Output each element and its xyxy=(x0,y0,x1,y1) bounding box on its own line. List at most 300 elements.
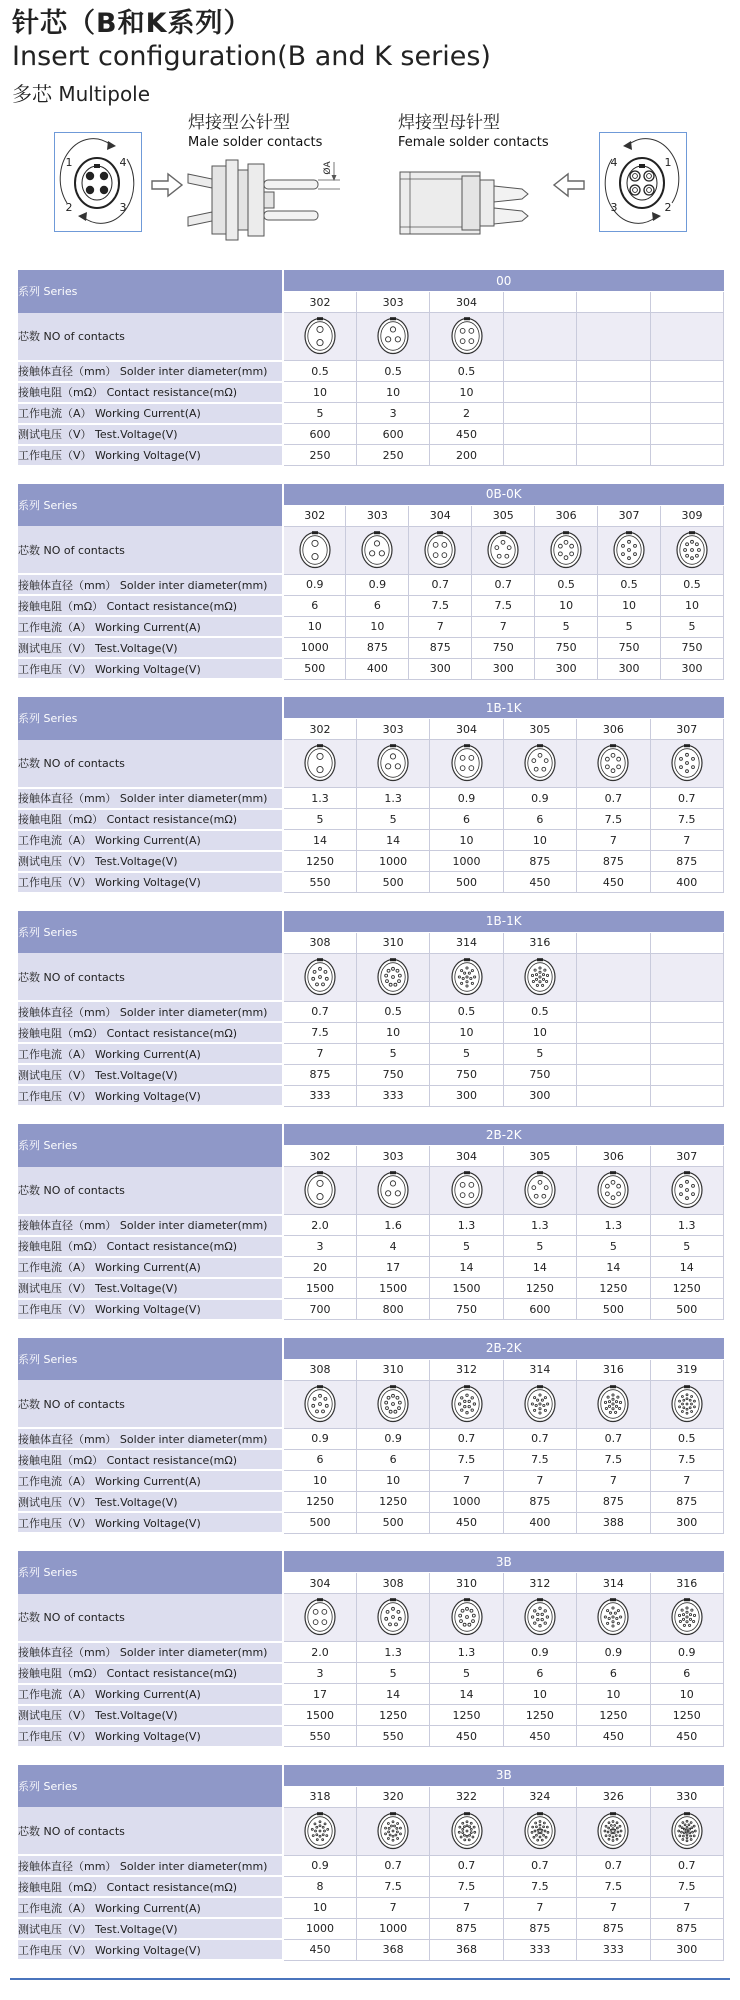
spec-value: 5 xyxy=(661,616,724,637)
spec-value: 10 xyxy=(430,1022,503,1043)
spec-value: 7.5 xyxy=(577,809,650,830)
spec-value: 700 xyxy=(283,1299,356,1320)
table-row xyxy=(18,830,724,851)
spec-table-4 xyxy=(18,911,724,1108)
row-label: 芯数 NO of contacts xyxy=(18,1380,283,1428)
spec-value: 750 xyxy=(535,637,598,658)
spec-value: 200 xyxy=(430,445,503,466)
model-number: 309 xyxy=(661,505,724,526)
spec-value: 14 xyxy=(650,1257,723,1278)
spec-value: 6 xyxy=(346,595,409,616)
row-label: 工作电流（A） Working Current(A) xyxy=(18,830,283,851)
spec-value: 300 xyxy=(472,658,535,679)
table-row xyxy=(18,1512,724,1533)
pin-number: 3 xyxy=(119,201,127,214)
model-number: 307 xyxy=(598,505,661,526)
table-row xyxy=(18,851,724,872)
spec-value: 2.0 xyxy=(283,1215,356,1236)
contacts-cell xyxy=(430,313,503,361)
table-row xyxy=(18,1765,724,1787)
row-label: 芯数 NO of contacts xyxy=(18,526,283,574)
row-label: 芯数 NO of contacts xyxy=(18,953,283,1001)
spec-value: 0.7 xyxy=(577,1428,650,1449)
spec-value: 875 xyxy=(503,851,576,872)
spec-value: 875 xyxy=(283,1064,356,1085)
row-label: 测试电压（V） Test.Voltage(V) xyxy=(18,1705,283,1726)
spec-value: 875 xyxy=(577,1918,650,1939)
spec-value: 550 xyxy=(283,872,356,893)
contacts-face-icon xyxy=(546,527,586,571)
spec-value: 10 xyxy=(650,1684,723,1705)
table-row xyxy=(18,1236,724,1257)
spec-value xyxy=(650,445,723,466)
row-label: 工作电流（A） Working Current(A) xyxy=(18,616,283,637)
spec-value: 6 xyxy=(356,1449,429,1470)
spec-value xyxy=(650,1064,723,1085)
spec-value: 6 xyxy=(650,1663,723,1684)
spec-value: 5 xyxy=(430,1236,503,1257)
contacts-cell xyxy=(409,526,472,574)
spec-value: 17 xyxy=(356,1257,429,1278)
series-name: 0B-0K xyxy=(283,484,724,506)
spec-value: 0.9 xyxy=(283,1855,356,1876)
row-label: 接触电阻（mΩ） Contact resistance(mΩ) xyxy=(18,1663,283,1684)
contacts-face-icon xyxy=(300,1808,340,1852)
spec-value: 1000 xyxy=(430,851,503,872)
contacts-face-icon xyxy=(447,740,487,784)
contacts-face-icon xyxy=(667,1808,707,1852)
spec-value: 7 xyxy=(503,1897,576,1918)
spec-value xyxy=(577,1001,650,1022)
contacts-cell xyxy=(356,313,429,361)
contacts-face-icon xyxy=(593,1381,633,1425)
female-face-icon xyxy=(600,133,684,229)
row-label: 工作电流（A） Working Current(A) xyxy=(18,1684,283,1705)
series-name: 3B xyxy=(283,1765,724,1787)
pin-number: 4 xyxy=(610,156,618,169)
table-row xyxy=(18,872,724,893)
contacts-face-icon xyxy=(593,1167,633,1211)
spec-value: 5 xyxy=(430,1043,503,1064)
contacts-face-icon xyxy=(300,313,340,357)
contacts-face-icon xyxy=(300,954,340,998)
spec-value: 875 xyxy=(503,1918,576,1939)
spec-value: 875 xyxy=(346,637,409,658)
model-number: 324 xyxy=(503,1786,576,1807)
table-row xyxy=(18,1726,724,1747)
contacts-cell xyxy=(356,953,429,1001)
row-label: 工作电流（A） Working Current(A) xyxy=(18,1257,283,1278)
spec-value xyxy=(503,382,576,403)
pin-number: 4 xyxy=(119,156,127,169)
spec-value xyxy=(503,361,576,382)
spec-value: 750 xyxy=(472,637,535,658)
model-number: 303 xyxy=(346,505,409,526)
contacts-cell xyxy=(503,1167,576,1215)
model-number: 304 xyxy=(409,505,472,526)
spec-value: 0.7 xyxy=(577,1855,650,1876)
model-number: 302 xyxy=(283,1146,356,1167)
model-number xyxy=(503,292,576,313)
spec-value: 1250 xyxy=(577,1278,650,1299)
contacts-cell xyxy=(577,313,650,361)
spec-value: 0.7 xyxy=(503,1428,576,1449)
spec-value xyxy=(650,1085,723,1106)
spec-value: 5 xyxy=(598,616,661,637)
contacts-face-icon xyxy=(447,1594,487,1638)
model-number xyxy=(650,932,723,953)
contacts-face-icon xyxy=(420,527,460,571)
spec-value: 1.3 xyxy=(430,1215,503,1236)
male-connector-drawing xyxy=(186,154,346,246)
contacts-cell xyxy=(503,1380,576,1428)
spec-value: 7 xyxy=(472,616,535,637)
row-label: 工作电流（A） Working Current(A) xyxy=(18,403,283,424)
connector-diagrams xyxy=(0,110,740,260)
spec-value: 0.5 xyxy=(598,574,661,595)
table-row xyxy=(18,1491,724,1512)
spec-value: 300 xyxy=(598,658,661,679)
spec-value: 14 xyxy=(283,830,356,851)
spec-value: 7 xyxy=(650,1470,723,1491)
contacts-face-icon xyxy=(520,740,560,784)
contacts-cell xyxy=(650,740,723,788)
spec-value: 1250 xyxy=(283,1491,356,1512)
spec-value: 0.7 xyxy=(409,574,472,595)
spec-value: 875 xyxy=(650,1491,723,1512)
spec-value: 10 xyxy=(283,616,346,637)
spec-value: 7.5 xyxy=(409,595,472,616)
spec-value: 333 xyxy=(283,1085,356,1106)
spec-value: 1.3 xyxy=(650,1215,723,1236)
spec-value: 10 xyxy=(598,595,661,616)
spec-value xyxy=(577,424,650,445)
spec-value: 1500 xyxy=(430,1278,503,1299)
contacts-cell xyxy=(283,526,346,574)
spec-value xyxy=(577,1043,650,1064)
spec-value xyxy=(577,382,650,403)
spec-value: 300 xyxy=(661,658,724,679)
model-number: 312 xyxy=(430,1359,503,1380)
spec-value: 500 xyxy=(283,1512,356,1533)
series-name: 1B-1K xyxy=(283,697,724,719)
spec-value: 5 xyxy=(503,1236,576,1257)
contacts-cell xyxy=(472,526,535,574)
spec-value: 1000 xyxy=(283,637,346,658)
row-label: 芯数 NO of contacts xyxy=(18,313,283,361)
spec-value: 7.5 xyxy=(356,1876,429,1897)
table-row xyxy=(18,1022,724,1043)
spec-value: 400 xyxy=(650,872,723,893)
spec-value: 300 xyxy=(409,658,472,679)
contacts-cell xyxy=(535,526,598,574)
contacts-cell xyxy=(283,1167,356,1215)
contacts-face-icon xyxy=(447,1808,487,1852)
table-row xyxy=(18,1470,724,1491)
spec-value: 7 xyxy=(283,1043,356,1064)
model-number: 322 xyxy=(430,1786,503,1807)
spec-value: 750 xyxy=(430,1299,503,1320)
spec-value: 1.6 xyxy=(356,1215,429,1236)
contacts-face-icon xyxy=(447,1381,487,1425)
spec-value: 0.7 xyxy=(577,788,650,809)
spec-value: 5 xyxy=(535,616,598,637)
spec-value: 1.3 xyxy=(503,1215,576,1236)
table-row xyxy=(18,1855,724,1876)
table-row xyxy=(18,1257,724,1278)
spec-value: 875 xyxy=(430,1918,503,1939)
spec-value: 14 xyxy=(356,830,429,851)
spec-value: 1250 xyxy=(503,1705,576,1726)
row-label: 测试电压（V） Test.Voltage(V) xyxy=(18,424,283,445)
contacts-face-icon xyxy=(520,1594,560,1638)
contacts-cell xyxy=(577,1594,650,1642)
contacts-face-icon xyxy=(672,527,712,571)
table-row xyxy=(18,1807,724,1855)
series-label: 系列 Series xyxy=(18,1124,283,1167)
table-row xyxy=(18,526,724,574)
spec-value: 0.9 xyxy=(503,788,576,809)
model-number: 302 xyxy=(283,292,356,313)
row-label: 接触电阻（mΩ） Contact resistance(mΩ) xyxy=(18,1236,283,1257)
spec-value: 20 xyxy=(283,1257,356,1278)
contacts-face-icon xyxy=(447,1167,487,1211)
contacts-face-icon xyxy=(520,1808,560,1852)
spec-value: 7 xyxy=(577,1470,650,1491)
spec-value: 333 xyxy=(503,1939,576,1960)
model-number: 316 xyxy=(577,1359,650,1380)
contacts-face-icon xyxy=(373,313,413,357)
model-number xyxy=(577,932,650,953)
spec-value: 0.5 xyxy=(430,1001,503,1022)
row-label: 工作电压（V） Working Voltage(V) xyxy=(18,1085,283,1106)
spec-value: 5 xyxy=(577,1236,650,1257)
female-label-zh: 焊接型母针型 xyxy=(398,113,500,133)
spec-value: 0.7 xyxy=(503,1855,576,1876)
spec-value: 0.9 xyxy=(430,788,503,809)
row-label: 芯数 NO of contacts xyxy=(18,1167,283,1215)
spec-value: 0.5 xyxy=(430,361,503,382)
table-row xyxy=(18,1001,724,1022)
model-number: 314 xyxy=(503,1359,576,1380)
row-label: 测试电压（V） Test.Voltage(V) xyxy=(18,637,283,658)
spec-value: 300 xyxy=(650,1939,723,1960)
pin-number: 3 xyxy=(610,201,618,214)
contacts-cell xyxy=(650,1807,723,1855)
contacts-cell xyxy=(283,1380,356,1428)
spec-value: 1500 xyxy=(283,1705,356,1726)
spec-value xyxy=(650,403,723,424)
table-row xyxy=(18,616,724,637)
model-number: 330 xyxy=(650,1786,723,1807)
table-row xyxy=(18,1897,724,1918)
spec-value: 450 xyxy=(503,1726,576,1747)
spec-value: 0.9 xyxy=(650,1642,723,1663)
model-number: 307 xyxy=(650,719,723,740)
spec-value: 400 xyxy=(346,658,409,679)
series-name: 2B-2K xyxy=(283,1124,724,1146)
spec-value: 6 xyxy=(503,809,576,830)
spec-value: 0.5 xyxy=(661,574,724,595)
row-label: 测试电压（V） Test.Voltage(V) xyxy=(18,1278,283,1299)
spec-value: 550 xyxy=(283,1726,356,1747)
series-label: 系列 Series xyxy=(18,911,283,954)
contacts-face-icon xyxy=(295,527,335,571)
spec-value: 1.3 xyxy=(577,1215,650,1236)
model-number: 305 xyxy=(503,1146,576,1167)
spec-value: 1250 xyxy=(430,1705,503,1726)
spec-value: 875 xyxy=(650,851,723,872)
contacts-face-icon xyxy=(357,527,397,571)
spec-table-3 xyxy=(18,697,724,894)
spec-value xyxy=(577,445,650,466)
spec-value: 14 xyxy=(503,1257,576,1278)
contacts-cell xyxy=(503,953,576,1001)
spec-value: 0.9 xyxy=(283,1428,356,1449)
model-number: 310 xyxy=(430,1573,503,1594)
spec-value: 5 xyxy=(650,1236,723,1257)
spec-value: 7.5 xyxy=(650,809,723,830)
female-face-box xyxy=(599,132,687,232)
model-number: 310 xyxy=(356,932,429,953)
pin-number: 2 xyxy=(65,201,73,214)
model-number: 308 xyxy=(283,1359,356,1380)
contacts-cell xyxy=(356,1807,429,1855)
table-row xyxy=(18,1939,724,1960)
model-number: 304 xyxy=(430,292,503,313)
spec-value: 875 xyxy=(577,1491,650,1512)
spec-value: 7 xyxy=(356,1897,429,1918)
spec-value: 1000 xyxy=(430,1491,503,1512)
table-row xyxy=(18,574,724,595)
model-number: 303 xyxy=(356,1146,429,1167)
spec-value: 0.9 xyxy=(577,1642,650,1663)
row-label: 测试电压（V） Test.Voltage(V) xyxy=(18,851,283,872)
spec-value: 0.7 xyxy=(430,1428,503,1449)
spec-value: 450 xyxy=(430,1512,503,1533)
spec-value xyxy=(503,445,576,466)
spec-value: 500 xyxy=(430,872,503,893)
table-row xyxy=(18,1124,724,1146)
series-label: 系列 Series xyxy=(18,1765,283,1808)
arrow-left-icon xyxy=(552,170,586,200)
spec-value: 875 xyxy=(503,1491,576,1512)
table-row xyxy=(18,788,724,809)
dimension-label: ØA xyxy=(323,161,333,175)
spec-value: 300 xyxy=(430,1085,503,1106)
row-label: 工作电压（V） Working Voltage(V) xyxy=(18,445,283,466)
spec-table-6 xyxy=(18,1338,724,1535)
pin-number: 2 xyxy=(664,201,672,214)
row-label: 接触体直径（mm） Solder inter diameter(mm) xyxy=(18,1855,283,1876)
pin-number: 1 xyxy=(65,156,73,169)
table-row xyxy=(18,403,724,424)
spec-value: 750 xyxy=(503,1064,576,1085)
row-label: 工作电流（A） Working Current(A) xyxy=(18,1897,283,1918)
spec-value: 7.5 xyxy=(650,1876,723,1897)
spec-value xyxy=(503,403,576,424)
row-label: 工作电压（V） Working Voltage(V) xyxy=(18,1299,283,1320)
model-number xyxy=(650,292,723,313)
spec-value: 10 xyxy=(356,1022,429,1043)
spec-value: 14 xyxy=(430,1684,503,1705)
row-label: 测试电压（V） Test.Voltage(V) xyxy=(18,1918,283,1939)
contacts-cell xyxy=(283,313,356,361)
table-row xyxy=(18,637,724,658)
footer-rule xyxy=(10,1978,730,1980)
contacts-cell xyxy=(650,1380,723,1428)
spec-value: 7 xyxy=(577,830,650,851)
spec-table-2 xyxy=(18,484,724,681)
table-row xyxy=(18,658,724,679)
spec-value: 8 xyxy=(283,1876,356,1897)
spec-value: 10 xyxy=(430,830,503,851)
spec-value: 0.7 xyxy=(472,574,535,595)
table-row xyxy=(18,1043,724,1064)
contacts-cell xyxy=(283,740,356,788)
contacts-cell xyxy=(430,953,503,1001)
spec-value: 14 xyxy=(356,1684,429,1705)
contacts-face-icon xyxy=(520,1167,560,1211)
spec-value: 875 xyxy=(577,851,650,872)
model-number: 316 xyxy=(503,932,576,953)
table-row xyxy=(18,1642,724,1663)
contacts-cell xyxy=(430,1807,503,1855)
table-row xyxy=(18,1551,724,1573)
contacts-cell xyxy=(503,740,576,788)
contacts-cell xyxy=(650,1594,723,1642)
spec-value: 7.5 xyxy=(430,1876,503,1897)
spec-value: 7.5 xyxy=(503,1449,576,1470)
contacts-cell xyxy=(503,1594,576,1642)
spec-value: 5 xyxy=(503,1043,576,1064)
table-row xyxy=(18,1684,724,1705)
spec-value: 1.3 xyxy=(430,1642,503,1663)
model-number: 302 xyxy=(283,505,346,526)
spec-value: 800 xyxy=(356,1299,429,1320)
table-row xyxy=(18,1594,724,1642)
row-label: 接触体直径（mm） Solder inter diameter(mm) xyxy=(18,1642,283,1663)
contacts-cell xyxy=(356,1594,429,1642)
spec-value: 10 xyxy=(283,1470,356,1491)
table-row xyxy=(18,809,724,830)
row-label: 工作电压（V） Working Voltage(V) xyxy=(18,872,283,893)
spec-value: 0.5 xyxy=(356,361,429,382)
spec-value: 0.7 xyxy=(650,788,723,809)
spec-value: 7 xyxy=(577,1897,650,1918)
spec-value: 10 xyxy=(503,830,576,851)
spec-value: 750 xyxy=(356,1064,429,1085)
spec-value: 10 xyxy=(535,595,598,616)
contacts-cell xyxy=(283,953,356,1001)
row-label: 接触体直径（mm） Solder inter diameter(mm) xyxy=(18,788,283,809)
table-row xyxy=(18,1876,724,1897)
contacts-face-icon xyxy=(593,740,633,784)
contacts-cell xyxy=(598,526,661,574)
spec-value: 3 xyxy=(356,403,429,424)
spec-value: 1250 xyxy=(577,1705,650,1726)
spec-value: 1000 xyxy=(283,1918,356,1939)
spec-value xyxy=(503,424,576,445)
series-label: 系列 Series xyxy=(18,1551,283,1594)
contacts-face-icon xyxy=(373,740,413,784)
male-connector-label xyxy=(188,113,322,151)
table-row xyxy=(18,361,724,382)
page-title-zh: 针芯（B和K系列） xyxy=(12,8,252,39)
spec-value: 7.5 xyxy=(503,1876,576,1897)
male-face-box xyxy=(54,132,142,232)
spec-value: 500 xyxy=(650,1299,723,1320)
